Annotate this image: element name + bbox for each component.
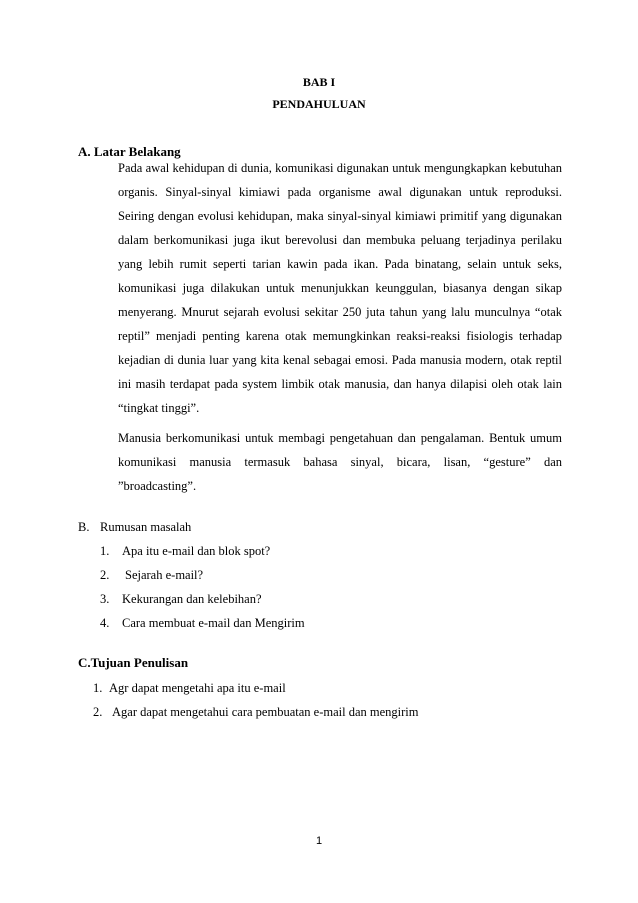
list-item-number: 2. (93, 705, 103, 719)
section-b-heading: Rumusan masalah (100, 520, 192, 534)
list-item-text: Cara membuat e-mail dan Mengirim (122, 616, 305, 630)
section-a-heading: A. Latar Belakang (78, 144, 181, 159)
page-number: 1 (315, 835, 323, 847)
list-item-number: 3. (100, 592, 110, 606)
list-item-number: 1. (93, 681, 103, 695)
list-item-text: Agr dapat mengetahi apa itu e-mail (109, 681, 286, 695)
list-item-number: 4. (100, 616, 110, 630)
list-item-text: Apa itu e-mail dan blok spot? (122, 544, 271, 558)
chapter-title: PENDAHULUAN (272, 97, 366, 111)
list-item-number: 2. (100, 568, 110, 582)
chapter-label: BAB I (302, 75, 336, 89)
list-item-number: 1. (100, 544, 110, 558)
list-item-text: Sejarah e-mail? (125, 568, 204, 582)
list-item-text: Agar dapat mengetahui cara pembuatan e-mail dan mengirim (112, 705, 419, 719)
section-b-marker: B. (78, 520, 90, 534)
section-c-heading: C.Tujuan Penulisan (78, 655, 189, 670)
background-paragraph-2: Manusia berkomunikasi untuk membagi pengetahuan dan pengalaman. Bentuk umum komunikasi manusia termasuk bahasa sinyal, bicara, lisan, “gesture” dan ”broadcasting”. (118, 431, 562, 493)
background-paragraph-1: Pada awal kehidupan di dunia, komunikasi digunakan untuk mengungkapkan kebutuhan organis. Sinyal-sinyal kimiawi pada organisme awal digunakan untuk reproduksi. Seiring dengan evolusi kehidupan, maka sinyal-sinyal kimiawi primitif yang digunakan dalam berkomunikasi juga ikut berevolusi dan membuka peluang terjadinya perilaku yang lebih rumit seperti tarian kawin pada ikan. Pada binatang, selain untuk seks, komunikasi juga dilakukan untuk menunjukkan keunggulan, biasanya dengan sikap menyerang. Mnurut sejarah evolusi sekitar 250 juta tahun yang lalu munculnya “otak reptil” menjadi penting karena otak memungkinkan reaksi-reaksi fisiologis terhadap kejadian di dunia luar yang kita kenal sebagai emosi. Pada manusia modern, otak reptil ini masih terdapat pada system limbik otak manusia, dan hanya dilapisi oleh otak lain “tingkat tinggi”. (118, 161, 562, 415)
list-item-text: Kekurangan dan kelebihan? (122, 592, 262, 606)
